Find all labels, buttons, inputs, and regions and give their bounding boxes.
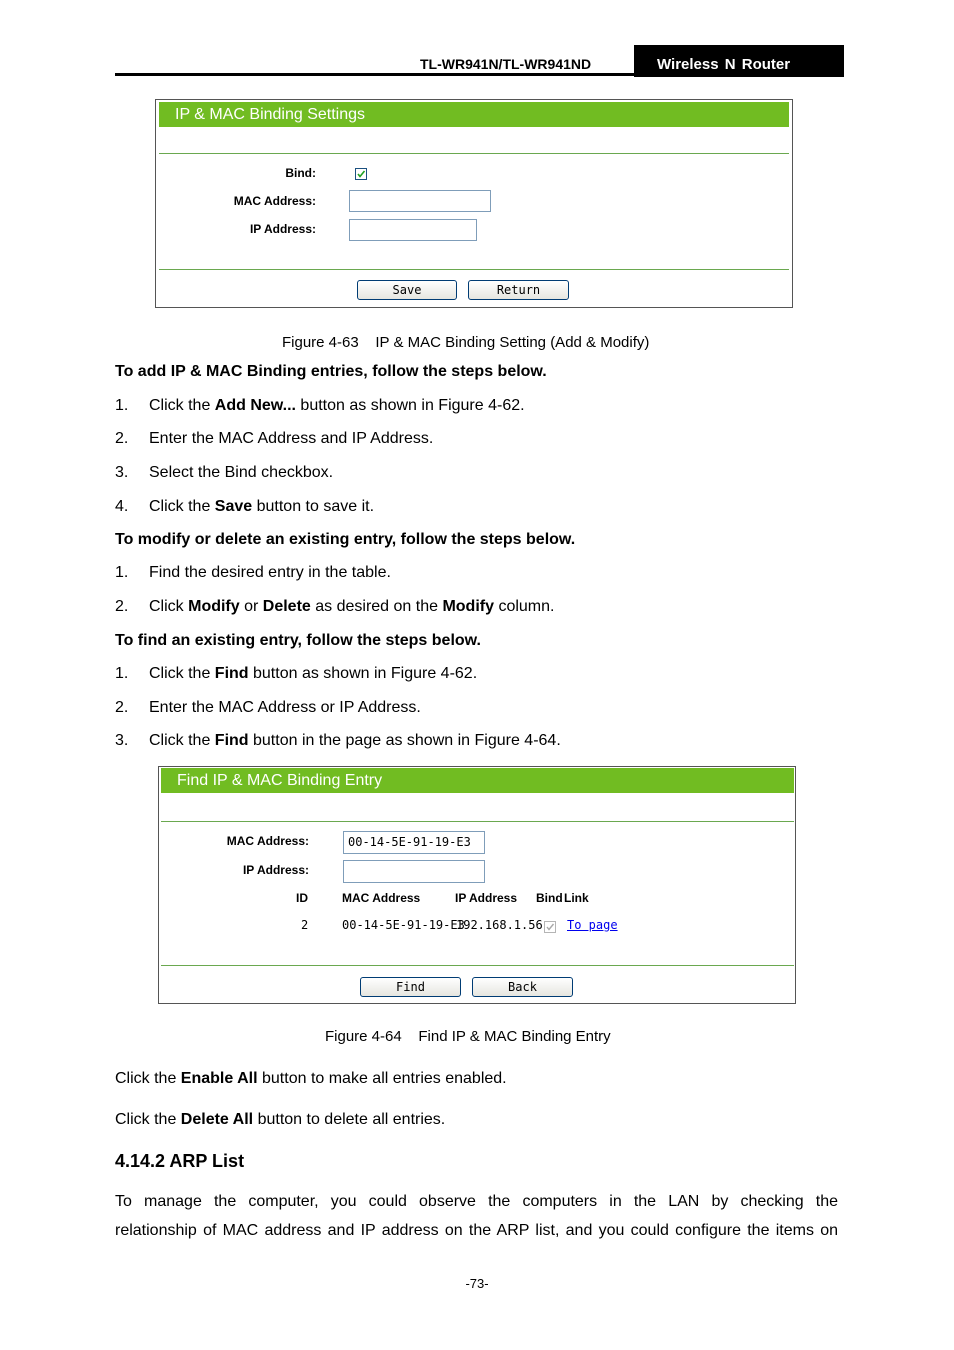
step-text: Find the desired entry in the table. xyxy=(149,564,391,581)
figure-caption: Figure 4-64 Find IP & MAC Binding Entry xyxy=(325,1028,611,1045)
body-paragraph-line: relationship of MAC address and IP address on the ARP list, and you could configure the items on xyxy=(115,1222,838,1239)
table-cell-mac: 00-14-5E-91-19-E3 xyxy=(342,918,465,932)
section-heading: To add IP & MAC Binding entries, follow the steps below. xyxy=(115,363,547,380)
figure-caption: Figure 4-63 IP & MAC Binding Setting (Add & Modify) xyxy=(282,334,650,351)
step-number: 3. xyxy=(115,464,129,481)
step-text: Enter the MAC Address or IP Address. xyxy=(149,699,421,716)
section-heading: To find an existing entry, follow the steps below. xyxy=(115,632,481,649)
bind-checkbox xyxy=(544,921,556,933)
column-header-bind: Bind xyxy=(536,891,563,905)
panel-title: Find IP & MAC Binding Entry xyxy=(161,768,794,793)
mac-address-input[interactable]: 00-14-5E-91-19-E3 xyxy=(343,831,485,854)
checkmark-icon xyxy=(356,169,366,179)
section-title: 4.14.2 ARP List xyxy=(115,1151,245,1171)
header-product: Wireless N Router xyxy=(634,45,844,77)
step-text: Select the Bind checkbox. xyxy=(149,464,334,481)
divider xyxy=(159,269,789,270)
step-text: Click the Add New... button as shown in Figure 4-62. xyxy=(149,397,525,414)
find-ip-mac-binding-panel xyxy=(158,766,796,1004)
step-text: Click the Find button in the page as shown in Figure 4-64. xyxy=(149,732,561,749)
column-header-id: ID xyxy=(296,891,308,905)
back-button[interactable]: Back xyxy=(472,977,573,997)
header-rule xyxy=(115,73,635,76)
step-number: 3. xyxy=(115,732,129,749)
return-button[interactable]: Return xyxy=(468,280,569,300)
to-page-link[interactable]: To page xyxy=(567,918,618,932)
ip-address-input[interactable] xyxy=(349,219,477,241)
step-number: 1. xyxy=(115,665,129,682)
bind-label: Bind: xyxy=(285,166,316,180)
page-number: -73- xyxy=(465,1276,489,1291)
bind-checkbox[interactable] xyxy=(355,168,367,180)
ip-address-label: IP Address: xyxy=(249,222,316,236)
delete-all-paragraph: Click the Delete All button to delete all entries. xyxy=(115,1111,446,1128)
find-button[interactable]: Find xyxy=(360,977,461,997)
step-number: 2. xyxy=(115,598,129,615)
step-text: Enter the MAC Address and IP Address. xyxy=(149,430,434,447)
step-text: Click the Save button to save it. xyxy=(149,498,375,515)
mac-address-input[interactable] xyxy=(349,190,491,212)
step-number: 2. xyxy=(115,699,129,716)
divider xyxy=(161,965,794,966)
header-model: TL-WR941N/TL-WR941ND xyxy=(420,56,592,72)
step-number: 2. xyxy=(115,430,129,447)
step-number: 1. xyxy=(115,397,129,414)
body-paragraph-line: To manage the computer, you could observe the computers in the LAN by checking the xyxy=(115,1193,838,1210)
mac-address-label: MAC Address: xyxy=(226,834,309,848)
column-header-mac-address: MAC Address xyxy=(342,891,421,905)
step-number: 1. xyxy=(115,564,129,581)
table-cell-id: 2 xyxy=(301,918,309,932)
ip-address-input[interactable] xyxy=(343,860,485,883)
step-number: 4. xyxy=(115,498,129,515)
step-text: Click Modify or Delete as desired on the Modify column. xyxy=(149,598,555,615)
divider xyxy=(159,153,789,154)
column-header-link: Link xyxy=(564,891,589,905)
ip-address-label: IP Address: xyxy=(242,863,309,877)
divider xyxy=(161,821,794,822)
enable-all-paragraph: Click the Enable All button to make all entries enabled. xyxy=(115,1070,507,1087)
step-text: Click the Find button as shown in Figure 4-62. xyxy=(149,665,478,682)
column-header-ip-address: IP Address xyxy=(455,891,518,905)
save-button[interactable]: Save xyxy=(357,280,457,300)
ip-mac-binding-settings-panel xyxy=(155,99,793,308)
mac-address-label: MAC Address: xyxy=(233,194,316,208)
table-cell-ip: 192.168.1.56 xyxy=(456,918,543,932)
section-heading: To modify or delete an existing entry, follow the steps below. xyxy=(115,531,576,548)
panel-title: IP & MAC Binding Settings xyxy=(159,102,789,127)
checkmark-icon xyxy=(545,922,555,932)
